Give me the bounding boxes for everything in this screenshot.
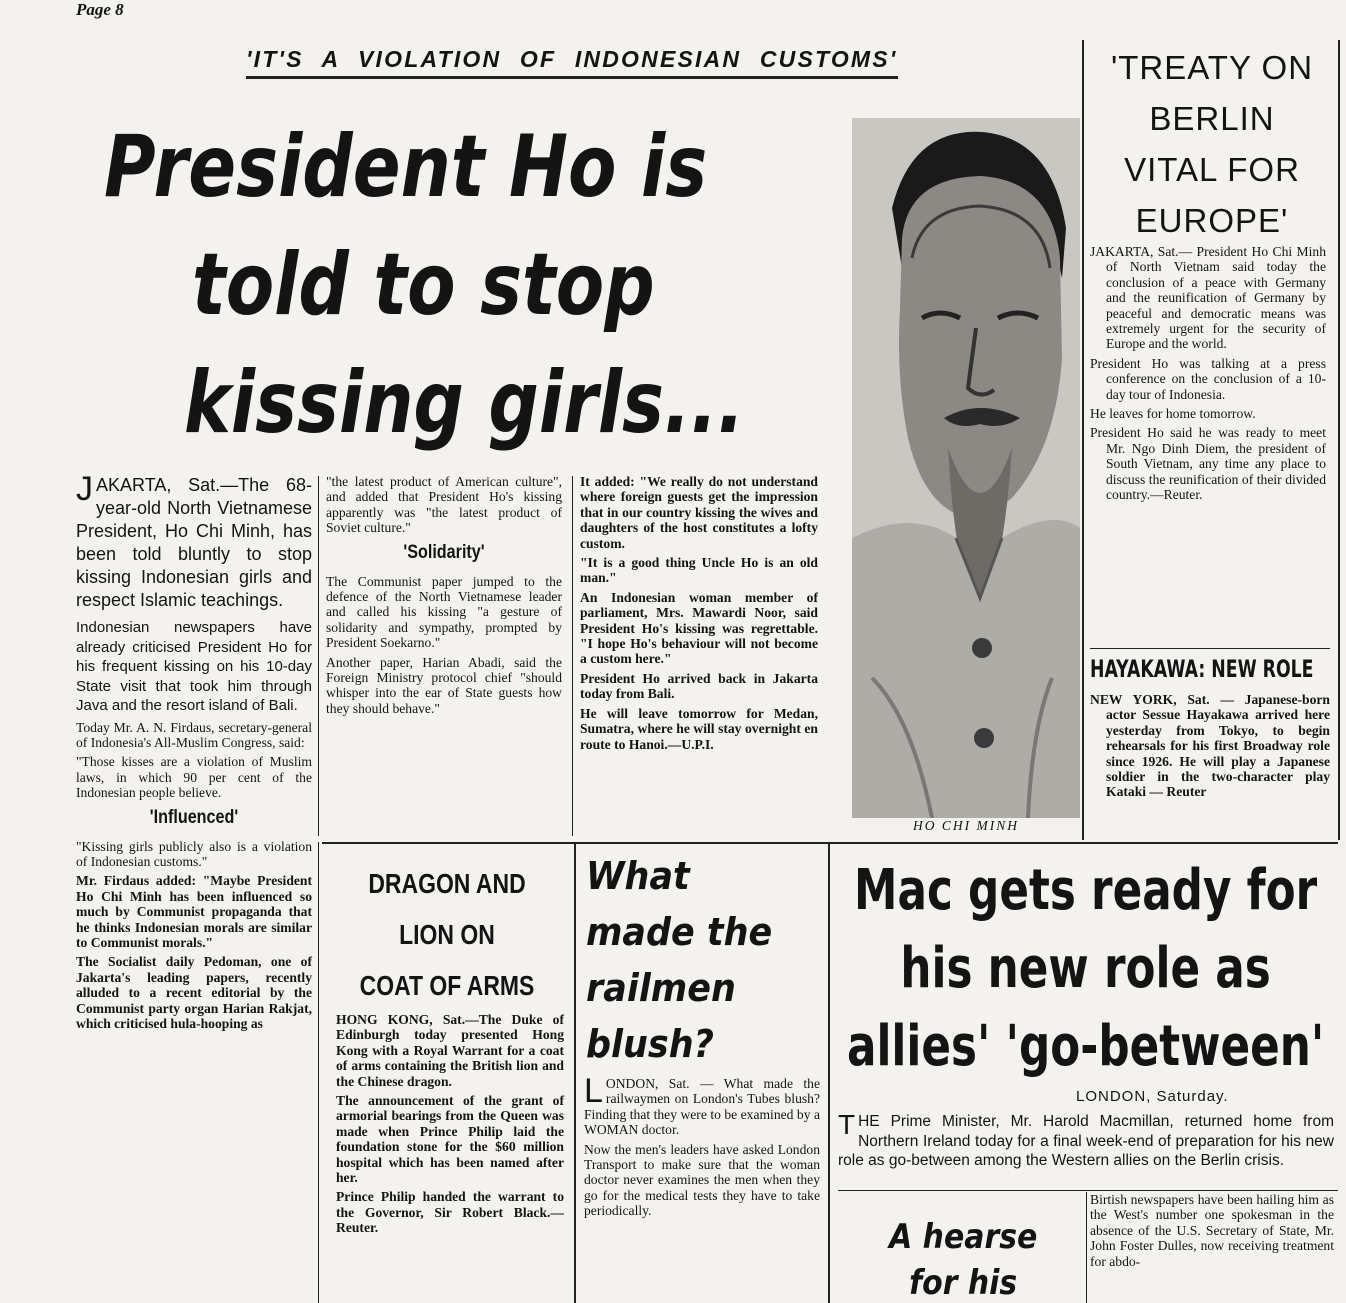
portrait-image <box>852 118 1080 818</box>
main-story-col-3 <box>580 474 818 756</box>
mac-body <box>1090 1192 1334 1273</box>
railmen-p1-text: ONDON, Sat. — What made the railwaymen on London's Tubes blush? Finding that they were to be examined by a WOMAN doctor. <box>584 1076 820 1138</box>
column-rule-2 <box>572 476 573 836</box>
column-rule-lower-2 <box>574 842 576 1303</box>
treaty-p2: President Ho was talking at a press conference on the conclusion of a 10-day tour of Indonesia. <box>1090 355 1326 402</box>
main-headline-line-3: kissing girls... <box>184 353 745 453</box>
treaty-headline-line-3: VITAL FOR <box>1124 151 1300 188</box>
kicker-underline <box>246 76 898 79</box>
dragon-headline-line-3: COAT OF ARMS <box>359 970 535 1001</box>
main-col2-p3: Another paper, Harian Abadi, said the Foreign Ministry protocol chief "should whisper into the ear of State guests how they should behave." <box>326 654 562 716</box>
main-col3-p2: "It is a good thing Uncle Ho is an old man." <box>580 555 818 586</box>
main-lead-paragraph <box>76 470 312 612</box>
dragon-body <box>336 1012 564 1240</box>
mac-lead-rule <box>838 1190 1338 1191</box>
main-col2-p1: "the latest product of American culture", and added that President Ho's kissing apparently was "the latest product of Soviet culture." <box>326 474 562 536</box>
dragon-p3: Prince Philip handed the warrant to the Governor, Sir Robert Black.—Reuter. <box>336 1189 564 1236</box>
railmen-headline-line-2: made the <box>586 910 773 954</box>
treaty-p4: President Ho said he was ready to meet Mr. Ngo Dinh Diem, the president of South Vietnam, any time any place to discuss the reunification of their divided country.—Reuter. <box>1090 425 1326 503</box>
right-column-rule-left <box>1082 40 1084 840</box>
mac-lead <box>838 1109 1334 1171</box>
railmen-dropcap: L <box>584 1072 603 1110</box>
main-col3-p3: An Indonesian woman member of parliament, Mrs. Mawardi Noor, said President Ho's kissing was regrettable. "I hope Ho's behaviour will not become a custom here." <box>580 589 818 667</box>
treaty-hayakawa-divider <box>1090 648 1330 649</box>
hayakawa-p1: NEW YORK, Sat. — Japanese-born actor Sessue Hayakawa arrived here yesterday from Tokyo, to begin rehearsals for his first Broadway role since 1926. He will play a Japanese soldier in the two-character play Kataki — Reuter <box>1090 692 1330 800</box>
treaty-headline-line-1: 'TREATY ON <box>1110 49 1314 86</box>
ho-chi-minh-photo <box>852 118 1080 818</box>
mac-dateline: LONDON, Saturday. <box>1076 1088 1229 1105</box>
hearse-headline-line-2: for his <box>909 1263 1018 1303</box>
main-col3-p1: It added: "We really do not understand where foreign guests get the impression that in our country kissing the wives and daughters of the host constitutes a lofty custom. <box>580 474 818 551</box>
railmen-p2: Now the men's leaders have asked London Transport to make sure that the woman doctor never examines the men when they go for the medical tests they have to take periodically. <box>584 1141 820 1219</box>
main-story-col-1 <box>76 470 312 1035</box>
main-headline-line-2: told to stop <box>192 235 655 335</box>
hearse-headline <box>862 1214 1064 1303</box>
column-rule-lower-3 <box>828 842 830 1303</box>
right-column-rule-right <box>1338 40 1340 840</box>
mac-headline-line-3: allies' 'go-between' <box>846 1014 1325 1079</box>
main-col1-p2: Indonesian newspapers have already criticised President Ho for his frequent kissing on his 10-day State visit that took him through Java and the resort island of Bali. <box>76 619 312 714</box>
main-col1-p6: Mr. Firdaus added: "Maybe President Ho Chi Minh has been influenced so much by Communist propaganda that he thinks Indonesian morals are similar to Communist morals." <box>76 873 312 950</box>
main-story-col-2 <box>326 474 562 720</box>
subhead-solidarity: 'Solidarity' <box>403 541 485 563</box>
dragon-p2: The announcement of the grant of armorial bearings from the Queen was made when Prince Philip laid the foundation stone for the $60 million hospital which has been named after her. <box>336 1093 564 1186</box>
railmen-headline <box>586 848 772 1072</box>
railmen-headline-line-3: railmen <box>586 966 736 1010</box>
hayakawa-headline: HAYAKAWA: NEW ROLE <box>1090 655 1314 683</box>
main-col2-p2: The Communist paper jumped to the defence of the North Vietnamese leader and called his kissing "a gesture of solidarity and sympathy, prompted by President Soekarno." <box>326 573 562 651</box>
lower-section-rule <box>322 842 1338 844</box>
mac-p2: Birtish newspapers have been hailing him as the West's number one spokesman in the absence of the U.S. Secretary of State, Mr. John Foster Dulles, now receiving treatment for abdo- <box>1090 1192 1334 1269</box>
treaty-headline-line-2: BERLIN <box>1149 100 1275 137</box>
column-rule-lower-1 <box>318 842 319 1303</box>
column-rule-1 <box>318 476 319 836</box>
kicker: 'IT'S A VIOLATION OF INDONESIAN CUSTOMS' <box>246 46 898 72</box>
railmen-p1 <box>584 1072 820 1138</box>
main-col1-p5: "Kissing girls publicly also is a violation of Indonesian customs." <box>76 838 312 869</box>
dragon-headline-line-2: LION ON <box>399 919 495 950</box>
treaty-p1: JAKARTA, Sat.— President Ho Chi Minh of North Vietnam said today the conclusion of a peace with Germany and the reunification of Germany by peaceful and democratic means was extremely urgent for the security of Europe and the world. <box>1090 244 1326 352</box>
treaty-headline <box>1090 42 1334 246</box>
hayakawa-body <box>1090 692 1330 804</box>
railmen-headline-line-1: What <box>586 854 690 898</box>
treaty-headline-line-4: EUROPE' <box>1135 202 1289 239</box>
main-col3-p5: He will leave tomorrow for Medan, Sumatra, where he will stay overnight en route to Hanoi.—U.P.I. <box>580 705 818 752</box>
hearse-headline-line-1: A hearse <box>889 1217 1038 1257</box>
subhead-influenced: 'Influenced' <box>149 806 239 828</box>
railmen-body <box>584 1072 820 1223</box>
main-headline <box>104 108 844 462</box>
treaty-body <box>1090 244 1326 507</box>
mac-dropcap: T <box>838 1109 856 1140</box>
main-col1-p4: "Those kisses are a violation of Muslim laws, in which 90 per cent of the Indonesian people believe. <box>76 754 312 801</box>
dragon-headline-line-1: DRAGON AND <box>368 868 526 899</box>
railmen-headline-line-4: blush? <box>586 1022 714 1066</box>
main-col3-p4: President Ho arrived back in Jakarta today from Bali. <box>580 670 818 702</box>
mac-headline <box>836 852 1335 1086</box>
dragon-headline <box>322 858 572 1011</box>
dragon-p1: HONG KONG, Sat.—The Duke of Edinburgh today presented Hong Kong with a Royal Warrant for a coat of arms containing the British lion and the Chinese dragon. <box>336 1012 564 1089</box>
main-col1-p3: Today Mr. A. N. Firdaus, secretary-general of Indonesia's All-Muslim Congress, said: <box>76 719 312 750</box>
mac-headline-line-1: Mac gets ready for <box>854 858 1318 923</box>
main-lead-text: AKARTA, Sat.—The 68-year-old North Vietnamese President, Ho Chi Minh, has been told bluntly to stop kissing Indonesian girls and respect Islamic teachings. <box>76 475 312 610</box>
page-label: Page 8 <box>76 0 124 19</box>
mac-lead-text: HE Prime Minister, Mr. Harold Macmillan, returned home from Northern Ireland today for a final week-end of preparation for his new role as go-between among the Western allies on the Berlin crisis. <box>838 1113 1334 1169</box>
photo-caption: HO CHI MINH <box>913 818 1019 833</box>
main-headline-line-1: President Ho is <box>104 117 708 217</box>
lead-dropcap: J <box>76 470 93 508</box>
main-col1-p7: The Socialist daily Pedoman, one of Jakarta's leading papers, recently alluded to a recent editorial by the Communist party organ Harian Rakjat, which criticised hula-hooping as <box>76 954 312 1031</box>
mac-column-rule <box>1086 1192 1087 1303</box>
mac-headline-line-2: his new role as <box>900 936 1271 1001</box>
treaty-p3: He leaves for home tomorrow. <box>1090 406 1256 422</box>
